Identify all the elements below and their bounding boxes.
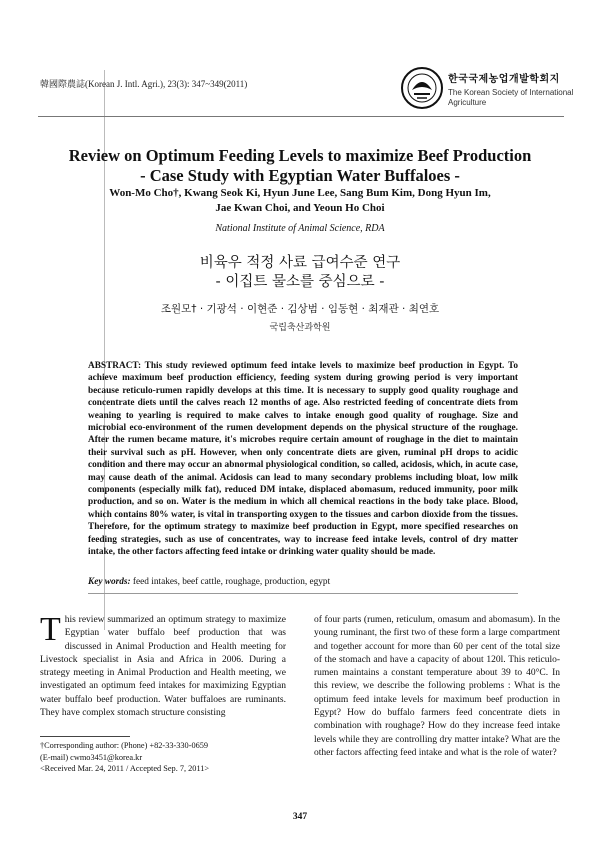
footnote-contact: †Corresponding author: (Phone) +82-33-330-0659 [40, 741, 209, 750]
paper-title [40, 146, 560, 186]
footnote-dates: <Received Mar. 24, 2011 / Accepted Sep. 7, 2011> [40, 764, 210, 773]
society-name-english-1: The Korean Society of International [448, 88, 574, 97]
society-name-english-2: Agriculture [448, 98, 487, 107]
korean-title-line-1: 비육우 적정 사료 급여수준 연구 [199, 255, 401, 271]
author-list-line-1: Won-Mo Cho†, Kwang Seok Ki, Hyun June Lee, Sang Bum Kim, Dong Hyun Im, [109, 187, 491, 199]
korean-title-line-2: - 이집트 물소를 중심으로 - [215, 274, 385, 290]
footnote-email: (E-mail) cwmo3451@korea.kr [40, 752, 143, 762]
keywords-text: feed intakes, beef cattle, roughage, production, egypt [130, 577, 331, 587]
author-list [40, 186, 560, 216]
header-divider [38, 116, 564, 117]
paper-title-line-2: - Case Study with Egyptian Water Buffaloes - [140, 166, 460, 185]
journal-citation: 韓國際農誌(Korean J. Intl. Agri.), 23(3): 347~349(2011) [40, 79, 248, 89]
author-list-line-2: Jae Kwan Choi, and Yeoun Ho Choi [215, 202, 385, 214]
korean-author-list: 조원모† · 기광석 · 이현준 · 김상범 · 임동현 · 최재관 · 최연호 [160, 303, 440, 315]
society-name [448, 70, 588, 108]
korean-affiliation: 국립축산과학원 [269, 323, 331, 333]
drop-cap: T [40, 611, 61, 648]
body-left-column [40, 611, 286, 720]
korean-title [40, 254, 560, 292]
body-right-column: of four parts (rumen, reticulum, omasum and abomasum). In the young ruminant, the first two of these form a large compartment and together account for more than 60 per cent of the total size of the stomach and have a capacity of about 120l. This reticulo-rumen maintains a constant temperature about 39 to 40°C. In this review, we describe the following problems : What is the optimum feed intake levels for maximum beef production in Egypt? How do buffalo farmers feed concentrate diets in combination with roughage? How do they increase feed intake levels while they are controlling dry matter intake? What are the other factors affecting feed intake and what is the role of water? [314, 615, 560, 758]
society-emblem-icon [400, 66, 444, 110]
abstract-divider [88, 593, 518, 594]
abstract: ABSTRACT: This study reviewed optimum feed intake levels to maximize beef production in Egypt. To achieve maximum beef production efficiency, feeding system during growing period is very important because reticulo-rumen rapidly develops at this time. It is necessary to supply good quality roughage and concentrate diets until the calves reach 12 months of age. Also restricted feeding of concentrate diets from weaning to yearling is required to make calves to intake enough good quality of roughage. Size and microbial eco-environment of the rumen development depends on the physical structure of the roughage. After the rumen became mature, it's microbes require certain amount of roughage in the diet to maintain their survival such as pH. However, when only concentrate diets are given, ruminal pH drops to acidic condition and there may occur an abnormal physiological condition, so called, acidosis, which, in acute case, may cause death of the animal. Acidosis can lead to many secondary problems including bloat, low milk components (especially milk fat), reduced DM intake, displaced abomasum, reduced immunity, poor milk production, and so on. Water is the medium in which all chemical reactions in the body take place. Blood, which contains 80% water, is vital in transporting oxygen to the tissues and carbon dioxide from the tissues. Therefore, for the optimum strategy to maximize beef production in Egypt, more specified researches on feeding strategies, such as use of concentrates, way to increase feed intake levels, control of dry matter intake, the other factors affecting feed intake or drinking water quality should be made. [88, 361, 518, 558]
keywords-label: Key words: [88, 577, 131, 587]
footnote-rule [40, 736, 130, 737]
keywords [88, 577, 518, 587]
page-number: 347 [292, 812, 308, 822]
society-name-korean: 한국국제농업개발학회지 [448, 74, 560, 85]
affiliation: National Institute of Animal Science, RDA [215, 223, 385, 234]
body-left-text: his review summarized an optimum strategy to maximize Egyptian water buffalo beef production that was discussed in Animal Production and Health meeting for Livestock specialist in Asia and Africa in 2006. During a strategy meeting in Animal Production and Health meeting, we investigated an optimum feed intakes for maximizing Egyptian water buffalo beef production. Water buffaloes are ruminants. They have complex stomach structure consisting [40, 615, 286, 719]
footnote [40, 740, 290, 775]
paper-title-line-1: Review on Optimum Feeding Levels to maximize Beef Production [68, 146, 532, 165]
